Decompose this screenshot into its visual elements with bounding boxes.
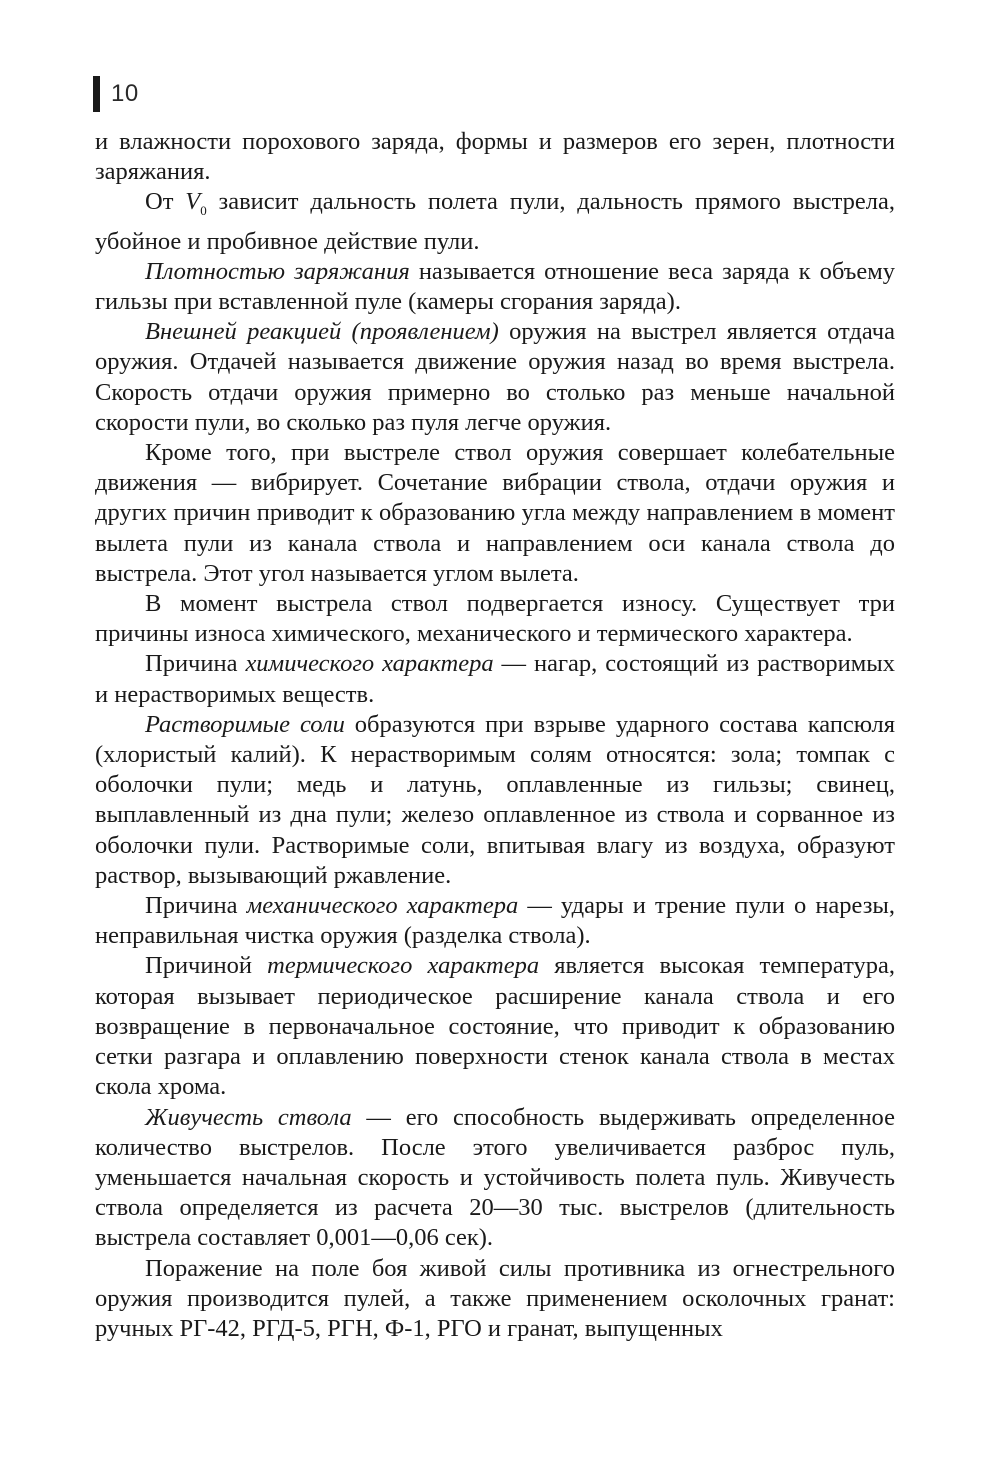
term: Внешней реакцией (проявлением) — [145, 318, 499, 346]
paragraph: Живучесть ствола — его способность выдерживать определенное количество выстрелов. После этого увеличивается разброс пуль, уменьшается начальная скорость и устойчивость полета пуль. Живучесть ствола определяется из расчета 20—30 тыс. выстрелов (длительность выстрела составляет 0,001—0,06 сек). — [95, 1103, 895, 1252]
term: химического характера — [245, 650, 494, 678]
page-header — [93, 76, 139, 112]
paragraph: Причина механического характера — удары и трение пули о нарезы, неправильная чистка оружия (разделка ствола). — [95, 892, 895, 950]
paragraph: В момент выстрела ствол подвергается износу. Существует три причины износа химического, механического и термического характера. — [95, 590, 895, 648]
paragraph: Плотностью заряжания называется отношение веса заряда к объему гильзы при вставленной пуле (камеры сгорания заряда). — [95, 257, 895, 316]
paragraph: Растворимые соли образуются при взрыве ударного состава капсюля (хлористый калий). К нерастворимым солям относятся: зола; томпак с оболочки пули; медь и латунь, оплавленные из гильзы; свинец, выплавленный из дна пули; железо оплавленное из ствола и сорванное из оболочки пули. Растворимые соли, впитывая влагу из воздуха, образуют раствор, вызывающий ржавление. — [95, 710, 895, 889]
paragraph: Причина химического характера — нагар, состоящий из растворимых и нерастворимых веществ. — [95, 650, 896, 708]
paragraph: и влажности порохового заряда, формы и размеров его зерен, плотности заряжания. — [95, 128, 895, 186]
term: Живучесть ствола — [145, 1103, 352, 1131]
paragraph: Внешней реакцией (проявлением) оружия на выстрел является отдача оружия. Отдачей называется движение оружия назад во время выстрела. Скорость отдачи оружия примерно во столько раз меньше начальной скорости пули, во сколько раз пуля легче оружия. — [95, 318, 895, 436]
term: Плотностью заряжания — [145, 257, 410, 285]
term: Растворимые соли — [145, 710, 345, 738]
paragraph: Поражение на поле боя живой силы противника из огнестрельного оружия производится пулей, а также применением осколочных гранат: ручных РГ-42, РГД-5, РГН, Ф-1, РГО и гранат, выпущенных — [95, 1254, 895, 1342]
page-number: 10 — [111, 80, 139, 107]
paragraph: Причиной термического характера является высокая температура, которая вызывает периодическое расширение канала ствола и его возвращение в первоначальное состояние, что приводит к образованию сетки разгара и оплавлению поверхности стенок канала ствола в местах скола хрома. — [95, 952, 895, 1101]
paragraph: От $V_0$ зависит дальность полета пули, дальность прямого выстрела, убойное и пробивное действие пули. — [95, 188, 895, 255]
header-bar — [93, 76, 100, 112]
term: механического характера — [246, 892, 519, 920]
term: термического характера — [267, 952, 540, 980]
paragraph: Кроме того, при выстреле ствол оружия совершает колебательные движения — вибрирует. Сочетание вибрации ствола, отдачи оружия и других причин приводит к образованию угла между направлением в момент вылета пули из канала ствола и направлением оси канала ствола до выстрела. Этот угол называется углом вылета. — [95, 439, 895, 587]
body-text — [95, 127, 895, 1344]
